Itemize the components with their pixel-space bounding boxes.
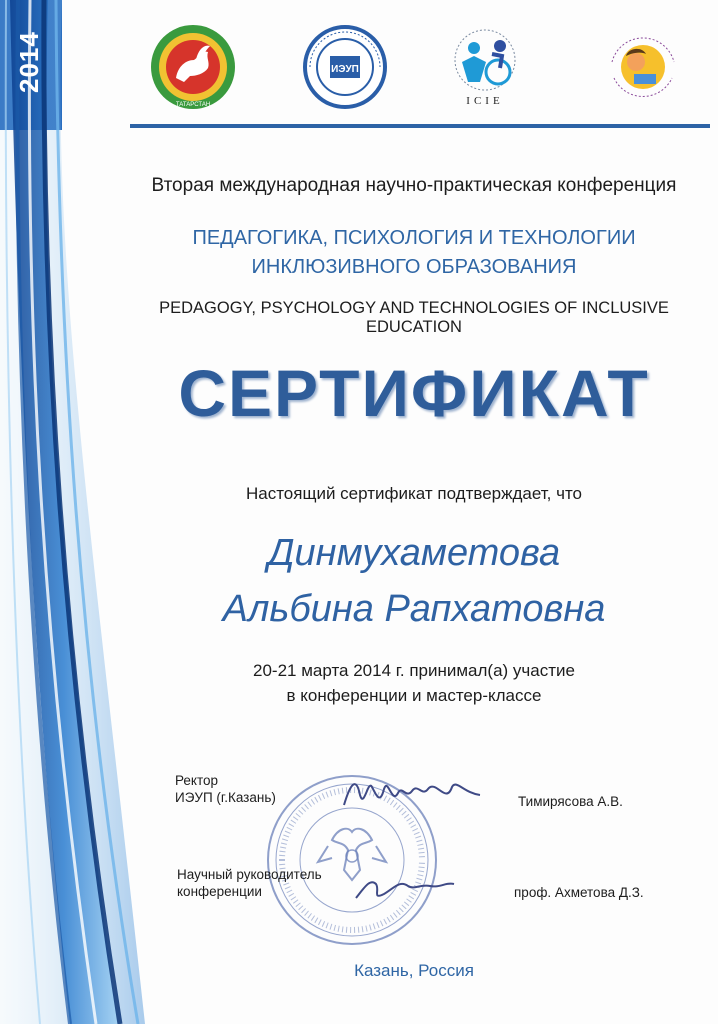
participation-line-2: в конференции и мастер-классе: [286, 686, 542, 705]
conference-topic-en: PEDAGOGY, PSYCHOLOGY AND TECHNOLOGIES OF INCLUSIVE EDUCATION: [159, 299, 669, 336]
header-rule: [130, 124, 710, 128]
rector-name: Тимирясова А.В.: [518, 794, 623, 809]
year-badge: 2014: [14, 31, 44, 93]
icie-emblem-icon: [440, 22, 530, 112]
topic-line-2: ИНКЛЮЗИВНОГО ОБРАЗОВАНИЯ: [251, 256, 577, 278]
blue-swoosh-decoration: [0, 0, 160, 1024]
participation-line-1: 20-21 марта 2014 г. принимал(а) участие: [253, 661, 575, 680]
participation-text: [110, 658, 718, 708]
location-text: Казань, Россия: [354, 961, 474, 980]
rector-role-line-2: ИЭУП (г.Казань): [175, 790, 276, 805]
svg-text:ИЭУП: ИЭУП: [331, 64, 359, 75]
svg-text:ICIE: ICIE: [466, 95, 504, 107]
svg-text:ТАТАРСТАН: ТАТАРСТАН: [175, 102, 211, 108]
department-emblem-icon: [598, 22, 688, 112]
conference-topic-ru: [110, 224, 718, 282]
ieup-emblem-icon: [300, 22, 390, 112]
recipient-surname: Динмухаметова: [267, 532, 561, 574]
supervisor-name: проф. Ахметова Д.З.: [514, 885, 644, 900]
confirm-text: Настоящий сертификат подтверждает, что: [245, 484, 583, 503]
recipient-given-names: Альбина Рапхатовна: [222, 588, 606, 630]
supervisor-role-line-2: конференции: [177, 884, 262, 899]
topic-line-1: ПЕДАГОГИКА, ПСИХОЛОГИЯ И ТЕХНОЛОГИИ: [192, 227, 636, 249]
rector-role: [175, 772, 276, 806]
supervisor-role: [177, 866, 322, 900]
tatarstan-emblem-icon: [148, 22, 238, 112]
certificate-title: СЕРТИФИКАТ: [178, 356, 650, 430]
rector-signature-icon: [340, 765, 490, 825]
rector-role-line-1: Ректор: [175, 773, 219, 788]
supervisor-role-line-1: Научный руководитель: [177, 867, 322, 882]
conference-subtitle: Вторая международная научно-практическая конференция: [151, 175, 677, 196]
supervisor-signature-icon: [350, 860, 460, 910]
